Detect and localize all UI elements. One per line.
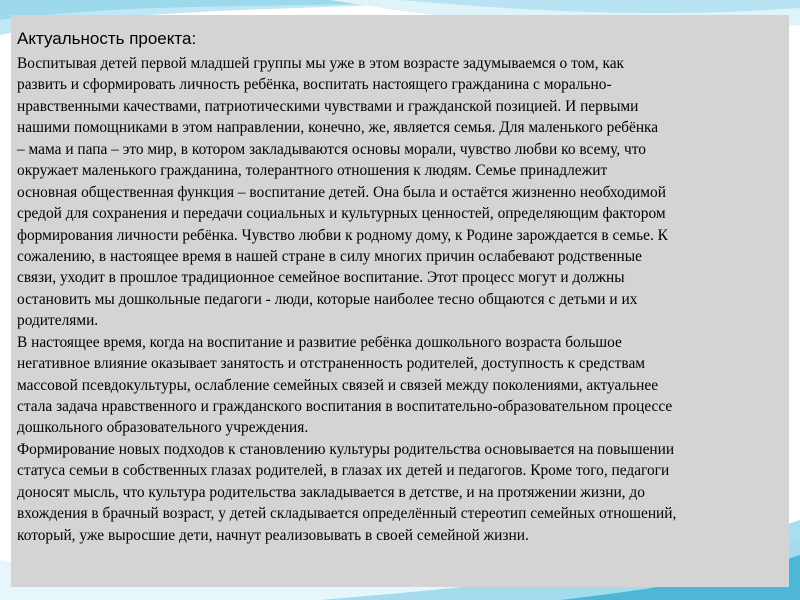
text-line: который, уже выросшие дети, начнут реализовывать в своей семейной жизни. — [17, 526, 529, 544]
text-line: стала задача нравственного и гражданского воспитания в воспитательно-образовательном процессе — [17, 398, 673, 415]
text-line: негативное влияние оказывает занятость и отстраненность родителей, доступность к средствам — [17, 355, 646, 373]
text-line: основная общественная функция – воспитание детей. Она была и остаётся жизненно необходимой — [17, 183, 666, 201]
text-line: сожалению, в настоящее время в нашей стране в силу многих причин ослабевают родственные — [17, 247, 642, 265]
text-line: родителями. — [17, 312, 99, 330]
text-line: развить и сформировать личность ребёнка, воспитать настоящего гражданина с морально- — [17, 76, 612, 94]
text-line: остановить мы дошкольные педагоги - люди, которые наиболее тесно общаются с детьми и их — [17, 290, 638, 308]
text-line: нравственными качествами, патриотическими чувствами и гражданской позицией. И первыми — [17, 97, 639, 115]
slide-body-text — [17, 53, 787, 546]
text-line: формирования личности ребёнка. Чувство любви к родному дому, к Родине зарождается в семье. К — [17, 226, 668, 244]
text-line: – мама и папа – это мир, в котором закладываются основы морали, чувство любви ко всему, что — [17, 140, 646, 158]
text-line: В настоящее время, когда на воспитание и развитие ребёнка дошкольного возраста большое — [17, 333, 622, 351]
text-line: доносят мысль, что культура родительства закладывается в детстве, и на протяжении жизни, до — [17, 483, 645, 501]
text-line: Воспитывая детей первой младшей группы мы уже в этом возрасте задумываемся о том, как — [17, 55, 625, 72]
text-line: связи, уходит в прошлое традиционное семейное воспитание. Этот процесс могут и должны — [17, 269, 625, 287]
slide-title: Актуальность проекта: — [17, 29, 197, 48]
text-line: массовой псевдокультуры, ослабление семейных связей и связей между поколениями, актуальнее — [17, 376, 659, 394]
text-line: статуса семьи в собственных глазах родителей, в глазах их детей и педагогов. Кроме того, педагоги — [17, 462, 670, 480]
text-line: окружает маленького гражданина, толерантного отношения к людям. Семье принадлежит — [17, 162, 608, 180]
text-line: дошкольного образовательного учреждения. — [17, 419, 309, 437]
text-line: нашими помощниками в этом направлении, конечно, же, является семья. Для маленького ребёнка — [17, 119, 659, 137]
text-line: средой для сохранения и передачи социальных и культурных ценностей, определяющим фактором — [17, 205, 666, 223]
text-line: Формирование новых подходов к становлению культуры родительства основывается на повышении — [17, 440, 675, 458]
text-line: вхождения в брачный возраст, у детей складывается определённый стереотип семейных отношений, — [17, 505, 677, 523]
